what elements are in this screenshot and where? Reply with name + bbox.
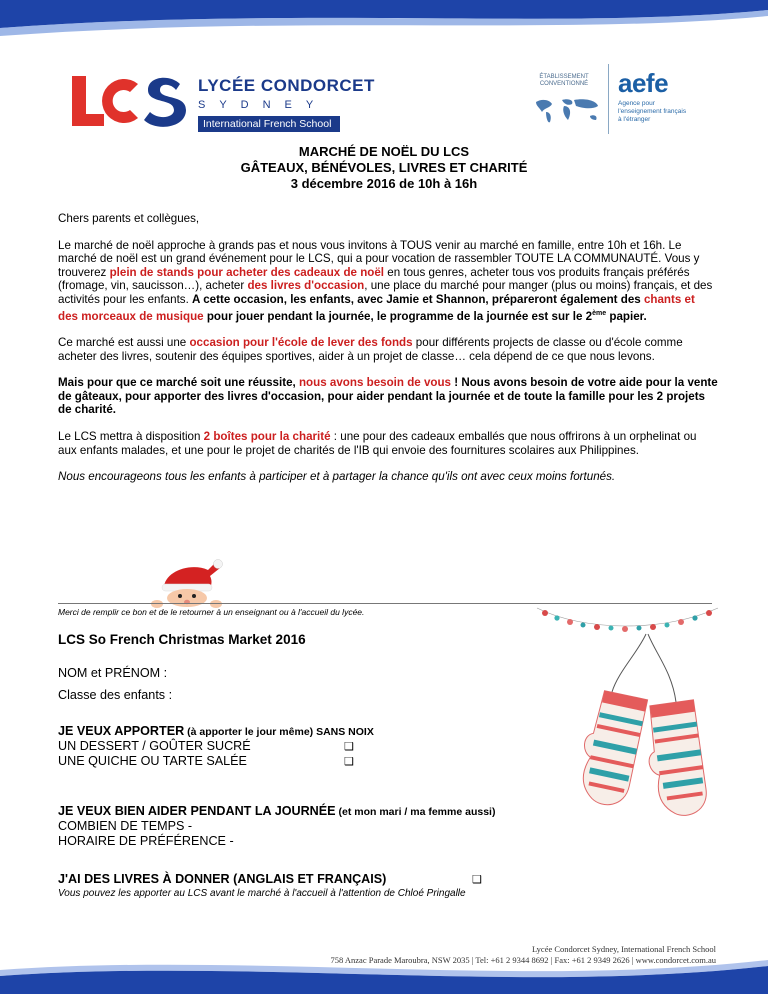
aefe-agency-name: Agence pour l'enseignement français à l'étranger	[618, 100, 687, 123]
title-line-2: GÂTEAUX, BÉNÉVOLES, LIVRES ET CHARITÉ	[240, 160, 528, 175]
footer	[0, 944, 716, 966]
santa-claus-icon	[150, 558, 224, 608]
greeting: Chers parents et collègues,	[58, 212, 200, 225]
school-tagline: International French School	[198, 116, 340, 132]
help-time-preference-field[interactable]: HORAIRE DE PRÉFÉRENCE -	[58, 834, 234, 848]
school-city: SYDNEY	[198, 99, 328, 111]
books-note: Vous pouvez les apporter au LCS avant le marché à l'accueil à l'attention de Chloé Pringalle	[58, 888, 466, 899]
school-name: LYCÉE CONDORCET	[198, 76, 375, 95]
footer-school: Lycée Condorcet Sydney, International French School	[531, 944, 716, 954]
letter-body	[58, 212, 718, 497]
school-name-block	[198, 76, 375, 132]
world-map-icon	[532, 96, 602, 126]
aefe-status: ÉTABLISSEMENT CONVENTIONNÉ	[539, 74, 589, 87]
help-section-heading: JE VEUX BIEN AIDER PENDANT LA JOURNÉE (et mon mari / ma femme aussi)	[58, 804, 496, 818]
bring-option-quiche: UNE QUICHE OU TARTE SALÉE	[58, 754, 247, 768]
mittens-icon	[578, 632, 718, 832]
page-title	[0, 144, 768, 192]
bring-section-heading: JE VEUX APPORTER (à apporter le jour même) SANS NOIX	[58, 724, 374, 738]
footer-contact[interactable]: 758 Anzac Parade Maroubra, NSW 2035 | Tel: +61 2 9344 8692 | Fax: +61 2 9349 2626 | www.condorcet.com.au	[330, 955, 716, 965]
title-line-1: MARCHÉ DE NOËL DU LCS	[298, 144, 470, 159]
class-field-label[interactable]: Classe des enfants :	[58, 688, 173, 702]
lcs-logo-icon	[66, 70, 186, 130]
books-section-heading: J'AI DES LIVRES À DONNER (ANGLAIS ET FRANÇAIS)	[58, 872, 387, 886]
help-duration-field[interactable]: COMBIEN DE TEMPS -	[58, 819, 193, 833]
paragraph-3: Mais pour que ce marché soit une réussite, nous avons besoin de vous ! Nous avons besoin de votre aide pour la vente de gâteaux, pour apporter des livres d'occasion, pour aider pendant la journée et de toute la famille pour les 2 projets de charité.	[58, 376, 718, 417]
title-line-3: 3 décembre 2016 de 10h à 16h	[290, 176, 478, 191]
paragraph-1: Le marché de noël approche à grands pas et nous vous invitons à TOUS venir au marché en famille, entre 10h et 16h. Le marché de noël est un grand événement pour le LCS, qui a pour vocation de rassembler TOUTE LA COMMUNAUTÉ. Vous y trouverez plein de stands pour acheter des cadeaux de noël en tous genres, acheter tous vos produits français préférés (fromage, vin, saucisson…), acheter des livres d'occasion, une place du marché pour manger (plus ou moins) français, et des activités pour les enfants. A cette occasion, les enfants, avec Jamie et Shannon, prépareront également des chants et des morceaux de musique pour jouer pendant la journée, le programme de la journée est sur le 2ème papier.	[58, 238, 713, 323]
cut-note: Merci de remplir ce bon et de le retourner à un enseignant ou à l'accueil du lycée.	[58, 607, 365, 617]
bring-option-dessert: UN DESSERT / GOÛTER SUCRÉ	[58, 739, 251, 753]
paragraph-4: Le LCS mettra à disposition 2 boîtes pour la charité : une pour des cadeaux emballés que nous offrirons à un orphelinat ou aux enfants malades, et une pour le projet de charités de l'IB qui envoie des fournitures scolaires aux Philippines.	[58, 429, 697, 457]
paragraph-2: Ce marché est aussi une occasion pour l'école de lever des fonds pour différents projects de classe ou d'école comme acheter des livres, soutenir des équipes sportives, aider à un projet de classe… cela dépend de ce que nous levons.	[58, 336, 683, 363]
aefe-separator	[608, 64, 609, 134]
paragraph-5: Nous encourageons tous les enfants à participer et à partager la chance qu'ils ont avec ceux moins fortunés.	[58, 470, 616, 484]
aefe-wordmark: aefe	[618, 68, 669, 98]
checkbox-icon[interactable]: ❑	[344, 741, 354, 753]
form-title: LCS So French Christmas Market 2016	[58, 632, 306, 647]
checkbox-icon[interactable]: ❑	[344, 756, 354, 768]
checkbox-icon[interactable]: ❑	[472, 874, 482, 886]
aefe-logo-block	[524, 62, 714, 134]
name-field-label[interactable]: NOM et PRÉNOM :	[58, 666, 168, 680]
top-wave-band	[0, 0, 768, 48]
